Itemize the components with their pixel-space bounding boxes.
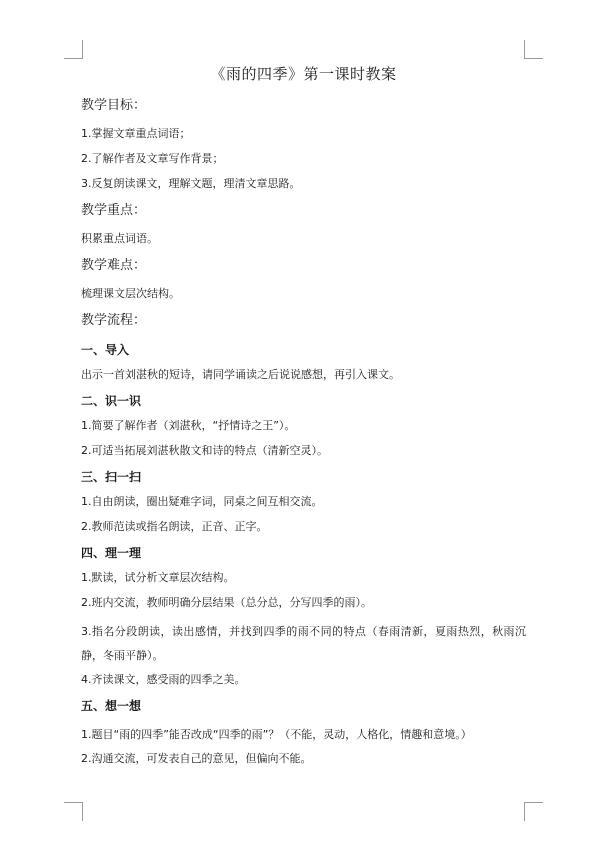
page-corner-mark — [64, 40, 83, 59]
objective-item: 1.掌握文章重点词语； — [81, 127, 191, 140]
step-item: 2.沟通交流，可发表自己的意见，但偏向不能。 — [81, 752, 312, 765]
objective-item: 2.了解作者及文章写作背景； — [81, 152, 224, 165]
difficulties-label: 教学难点： — [81, 258, 147, 273]
step-heading: 四、理一理 — [81, 546, 142, 560]
key-points-text: 积累重点词语。 — [81, 232, 158, 245]
step-item: 1.自由朗读，圈出疑难字词，同桌之间互相交流。 — [81, 495, 323, 508]
step-heading: 五、想一想 — [81, 699, 142, 713]
document-body — [81, 60, 526, 776]
document-title: 《雨的四季》第一课时教案 — [210, 65, 397, 83]
step-item: 3.指名分段朗读，读出感情，并找到四季的雨不同的特点（春雨清新，夏雨热烈，秋雨沉静，冬雨平静）。 — [81, 625, 526, 662]
step-item: 2.可适当拓展刘湛秋散文和诗的特点（清新空灵）。 — [81, 444, 328, 457]
step-item: 4.齐读课文，感受雨的四季之美。 — [81, 673, 246, 686]
step-heading: 二、识一识 — [81, 394, 142, 408]
step-heading: 一、导入 — [81, 343, 130, 357]
objectives-label: 教学目标： — [81, 98, 147, 113]
step-item: 1.默读，试分析文章层次结构。 — [81, 571, 235, 584]
process-label: 教学流程： — [81, 313, 147, 328]
page-corner-mark — [524, 40, 543, 59]
step-heading: 三、扫一扫 — [81, 470, 142, 484]
objective-item: 3.反复朗读课文，理解文题，理清文章思路。 — [81, 177, 301, 190]
step-item: 出示一首刘湛秋的短诗，请同学诵读之后说说感想，再引入课文。 — [81, 368, 400, 381]
step-item: 1.题目“雨的四季”能否改成“四季的雨”？（不能，灵动，人格化，情趣和意境。） — [81, 728, 472, 741]
step-item: 2.教师范读或指名朗读，正音、正字。 — [81, 520, 268, 533]
page-corner-mark — [64, 802, 83, 821]
step-item: 1.简要了解作者（刘湛秋，“抒情诗之王”）。 — [81, 419, 296, 432]
key-points-label: 教学重点： — [81, 203, 147, 218]
difficulties-text: 梳理课文层次结构。 — [81, 287, 180, 300]
step-item: 2.班内交流，教师明确分层结果（总分总，分写四季的雨）。 — [81, 596, 372, 609]
page-corner-mark — [524, 802, 543, 821]
